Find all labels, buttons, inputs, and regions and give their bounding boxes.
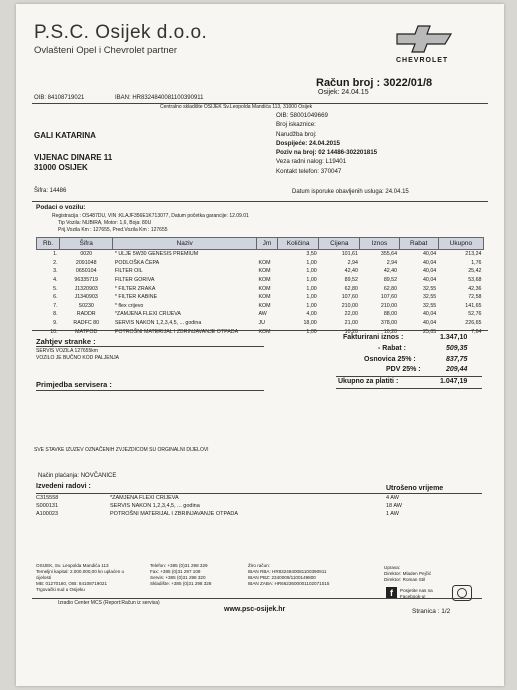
vehicle-title: Podaci o vozilu:: [36, 204, 86, 211]
work-code: S000131: [36, 503, 59, 509]
cell-rb: 4.: [53, 277, 58, 284]
cell-naziv: FILTER GORIVA: [114, 277, 155, 284]
cell-cijena: 210,00: [341, 302, 358, 309]
cell-iznos: 2,94: [386, 259, 398, 266]
cell-cijena: 107,60: [341, 294, 358, 301]
invoice-title: Račun broj : 3022/01/8: [316, 77, 433, 89]
cell-sifra: 2091048: [75, 259, 97, 266]
work-time: 4 AW: [386, 495, 399, 501]
cell-kolicina: 1,00: [306, 302, 317, 309]
requests-line-2: VOZILO JE BUČNO KOD PALJENJA: [36, 355, 119, 361]
cell-iznos: 62,80: [383, 285, 398, 292]
cell-sifra: RADDR: [76, 311, 96, 318]
footer-bank: [248, 563, 329, 587]
footer-bank-line: Žiro račun:: [248, 563, 270, 568]
cell-kolicina: 18,00: [303, 320, 317, 327]
cell-kolicina: 1,00: [306, 294, 317, 301]
work-description: SERVIS NAKON 1,2,3,4,5, ... godina: [110, 503, 200, 509]
table-bottom-divider: [32, 330, 488, 331]
company-partner-line: Ovlašteni Opel i Chevrolet partner: [34, 45, 178, 56]
cell-naziv: * ULJE 5W30 GENESIS PREMIUM: [114, 251, 199, 258]
technician-notes-title: Primjedba servisera :: [36, 380, 112, 389]
cell-sifra: MATPOD: [75, 328, 98, 335]
cell-iznos: 89,52: [383, 277, 398, 284]
cell-rb: 6.: [53, 294, 58, 301]
base-value: 837,75: [446, 356, 468, 363]
table-row: [37, 250, 484, 259]
footer-phone-line: Skladište: +385 (0)31 298 328: [150, 581, 212, 586]
cell-naziv: POTROŠNI MATERIJAL I ZBRINJAVANJE OTPADA: [114, 328, 239, 335]
info-dospijece: Dospijeće: 24.04.2015: [276, 139, 340, 147]
cell-rabat: 32,55: [422, 302, 437, 309]
work-time: 18 AW: [386, 503, 402, 509]
company-name: P.S.C. Osijek d.o.o.: [34, 22, 208, 43]
facebook-icon: f: [386, 587, 397, 598]
cell-cijena: 42,40: [344, 268, 358, 275]
cell-cijena: 2,94: [347, 259, 358, 266]
cell-kolicina: 1,00: [306, 277, 317, 284]
table-row: [37, 319, 484, 328]
cell-ukupno: 52,76: [468, 311, 482, 318]
cell-iznos: 355,64: [380, 251, 398, 258]
work-code: A100023: [36, 511, 59, 517]
logo-text: CHEVROLET: [396, 57, 449, 64]
work-description: *ZAMJENA FLEXI CRIJEVA: [110, 495, 179, 501]
works-divider: [36, 493, 482, 494]
cell-jm: KOM: [258, 294, 271, 301]
table-row: [37, 276, 484, 285]
cell-naziv: SERVIS NAKON 1,2,3,4,5, ... godina: [114, 320, 202, 327]
footer-address-line: Trgovački sud u Osijeku: [36, 587, 85, 592]
vehicle-divider: [32, 201, 488, 202]
footer-address-line: cijelosti: [36, 575, 52, 580]
total-invoiced-label: Fakturirani iznos :: [343, 334, 404, 341]
col-naziv: Naziv: [113, 238, 257, 250]
cell-cijena: 62,80: [344, 285, 358, 292]
delivery-date: Datum isporuke obavljenih usluga: 24.04.15: [292, 189, 409, 195]
cell-rb: 2.: [53, 259, 58, 266]
company-iban: IBAN: HR8324840081100390911: [115, 95, 204, 101]
requests-underline: [36, 346, 264, 347]
cell-cijena: 89,52: [344, 277, 358, 284]
cell-iznos: 88,00: [383, 311, 398, 318]
footer-management: [384, 565, 431, 583]
cell-iznos: 107,60: [380, 294, 398, 301]
cell-kolicina: 3,50: [306, 251, 317, 258]
cell-rb: 8.: [53, 311, 58, 318]
cell-rabat: 25,05: [422, 328, 437, 335]
col-jm: Jm: [256, 238, 277, 250]
cell-ukupno: 53,68: [468, 277, 482, 284]
cell-jm: JU: [258, 320, 265, 327]
col-kolicina: Količina: [278, 238, 319, 250]
payment-method: Način plaćanja: NOVČANICE: [38, 473, 117, 479]
cell-ukupno: 42,36: [468, 285, 482, 292]
col-ukupno: Ukupno: [438, 238, 483, 250]
info-oib: OIB: 58001049669: [276, 112, 328, 119]
footer-address: [36, 563, 124, 593]
requests-title: Zahtjev stranke :: [36, 337, 96, 346]
footer-bank-line: IBAN PBZ: 2340009/1100149800: [248, 575, 316, 580]
cell-jm: KOM: [258, 328, 271, 335]
cell-rabat: 32,55: [422, 285, 437, 292]
info-broj-iskaznice: Broj iskaznice:: [276, 121, 316, 129]
cell-naziv: * FILTER KABINE: [114, 294, 158, 301]
requests-line-1: SERVIS VOZILA 127655km: [36, 348, 98, 354]
cell-ukupno: 1,76: [471, 259, 482, 266]
invoice-date: Osijek: 24.04.15: [318, 89, 369, 96]
cell-kolicina: 1,00: [306, 268, 317, 275]
warehouse-line: Centralno skladište OSIJEK Sv.Leopolda Mandića 113, 31000 Osijek: [160, 104, 313, 110]
cell-rabat: 40,04: [422, 277, 437, 284]
cell-sifra: S0230: [78, 302, 94, 309]
cell-iznos: 210,00: [380, 302, 398, 309]
facebook-text: Posjetite nas na Facebook-u!: [400, 588, 433, 599]
works-time-title: Utrošeno vrijeme: [386, 485, 444, 492]
cell-naziv: FILTER OIL: [114, 268, 143, 275]
totals-divider: [336, 376, 482, 377]
company-oib: OIB: 84108719021: [34, 95, 85, 101]
cell-iznos: 42,40: [383, 268, 398, 275]
cell-kolicina: 1,00: [306, 328, 317, 335]
cell-kolicina: 1,00: [306, 285, 317, 292]
cell-jm: [256, 250, 277, 259]
cell-rb: 5.: [53, 285, 58, 292]
total-due-underline: [336, 388, 482, 389]
footer-management-line: Direktor: Mladen Pejčić: [384, 571, 432, 576]
cell-jm: KOM: [258, 268, 271, 275]
total-due-label: Ukupno za platiti :: [338, 378, 399, 385]
cell-ukupno: 141,65: [465, 302, 482, 309]
footer-bank-line: IBAN ZABA: HR6623600001102071015: [248, 581, 330, 586]
vat-label: PDV 25% :: [386, 366, 421, 373]
footer-address-line: MB: 01270160, OIB: 84108719021: [36, 581, 108, 586]
info-poziv: Poziv na broj: 02 14486-302201815: [276, 149, 378, 157]
cell-naziv: *ZAMJENA FLEXI CRIJEVA: [114, 311, 181, 318]
cell-kolicina: 1,00: [306, 259, 317, 266]
col-rabat: Rabat: [399, 238, 438, 250]
cell-cijena: 21,00: [344, 320, 358, 327]
cell-cijena: 22,00: [344, 311, 358, 318]
footer-divider: [32, 598, 482, 599]
discount-label: - Rabat :: [378, 345, 406, 352]
table-row: [37, 302, 484, 311]
cell-jm: KOM: [258, 277, 271, 284]
cell-naziv: PODLOŠKA ČEPA: [114, 259, 160, 266]
works-title: Izvedeni radovi :: [36, 483, 91, 490]
base-label: Osnovica 25% :: [364, 356, 416, 363]
vat-value: 209,44: [446, 366, 468, 373]
cell-jm: KOM: [258, 285, 271, 292]
discount-value: 509,35: [446, 345, 468, 352]
work-description: POTROŠNI MATERIJAL I ZBRINJAVANJE OTPADA: [110, 511, 239, 517]
table-row: [37, 293, 484, 302]
cell-jm: KOM: [258, 259, 271, 266]
cell-cijena: 10,20: [344, 328, 358, 335]
info-narudzba: Narudžba broj:: [276, 130, 317, 138]
customer-city: 31000 OSIJEK: [34, 163, 88, 172]
cell-sifra: 0020: [80, 251, 93, 258]
cell-sifra: RADFC 80: [73, 320, 100, 327]
cell-rabat: 40,04: [422, 311, 437, 318]
cell-rb: 7.: [53, 302, 58, 309]
cell-ukupno: 25,42: [468, 268, 482, 275]
footer-management-line: Direktor: Roman Stil: [384, 577, 426, 582]
footer-phone-line: Servis: +385 (0)31 298 320: [150, 575, 206, 580]
info-veza: Veza radni nalog: L19401: [276, 158, 347, 166]
cell-rabat: 40,04: [422, 320, 437, 327]
items-body: [37, 250, 484, 336]
cell-rabat: 32,55: [422, 294, 437, 301]
technician-notes-underline: [36, 390, 264, 391]
customer-name: GALI KATARINA: [34, 131, 96, 140]
cell-iznos: 10,20: [383, 328, 398, 335]
cell-rabat: 40,04: [422, 268, 437, 275]
chevrolet-logo-icon: [395, 22, 453, 56]
cell-rabat: 40,04: [422, 259, 437, 266]
total-due-value: 1.047,19: [440, 378, 468, 385]
cell-ukupno: 213,24: [465, 251, 482, 258]
items-header-row: [37, 238, 484, 250]
footer-management-line: Uprava:: [384, 565, 401, 570]
vehicle-line-3: Prij.Vozila Km : 127655, Pred.Vozila Km : 127655: [58, 227, 168, 233]
col-cijena: Cijena: [319, 238, 360, 250]
footer-phone-line: Fax: +385 (0)31 297 109: [150, 569, 201, 574]
table-row: [37, 327, 484, 336]
table-row: [37, 284, 484, 293]
cell-rabat: 40,04: [422, 251, 437, 258]
vehicle-line-1: Registracija : OS487DU, VIN :KLAJF356E1K713077, Datum početka garancije: 12.09.01: [52, 213, 249, 219]
customer-street: VIJENAC DINARE 11: [34, 153, 113, 162]
cell-naziv: * FILTER ZRAKA: [114, 285, 156, 292]
cell-jm: KOM: [258, 302, 271, 309]
cell-cijena: 101,61: [341, 251, 358, 258]
cell-sifra: J1320903: [74, 285, 98, 292]
cell-jm: AW: [258, 311, 267, 318]
work-time: 1 AW: [386, 511, 399, 517]
cell-rb: 3.: [53, 268, 58, 275]
table-row: [37, 259, 484, 268]
work-code: C315558: [36, 495, 59, 501]
original-parts-note: SVE STAVKE IZUZEV OZNAČENIH ZVJEZDICOM SU ORGINALNI DIJELOVI: [34, 447, 209, 453]
cell-iznos: 378,00: [380, 320, 398, 327]
footer-phone-line: Telefon: +385 (0)31 298 329: [150, 563, 208, 568]
customer-sifra: Šifra: 14486: [34, 188, 67, 194]
cell-sifra: J1340903: [74, 294, 98, 301]
cell-ukupno: 7,64: [471, 328, 482, 335]
col-iznos: Iznos: [360, 238, 399, 250]
report-source: Izradio Center MCS (Report:Račun iz servisa): [58, 600, 160, 606]
table-row: [37, 310, 484, 319]
col-sifra: Šifra: [60, 238, 113, 250]
invoice-info-block: [276, 111, 377, 176]
vehicle-line-2: Tip Vozila: NUBIRA, Motor: 1,6, Boja: 80U: [58, 220, 152, 226]
table-row: [37, 267, 484, 276]
footer-phones: [150, 563, 211, 587]
footer-bank-line: IBAN RBA: HR8324840081100390911: [248, 569, 327, 574]
page-number: Stranica : 1/2: [412, 608, 451, 615]
footer-address-line: OSIJEK, Sv. Leopolda Mandića 113: [36, 563, 109, 568]
cell-ukupno: 72,58: [468, 294, 482, 301]
footer-address-line: Temeljni kapital: 2.000.000,00 kn uplaćen u: [36, 569, 125, 574]
cell-kolicina: 4,00: [306, 311, 317, 318]
cell-naziv: * flex crijevo: [114, 302, 144, 309]
cell-sifra: 96335719: [74, 277, 98, 284]
cell-rb: 10.: [50, 328, 58, 335]
website-link[interactable]: www.psc-osijek.hr: [224, 606, 286, 613]
cell-ukupno: 226,65: [465, 320, 482, 327]
cell-rb: 9.: [53, 320, 58, 327]
cell-rb: 1.: [53, 251, 58, 258]
info-kontakt: Kontakt telefon: 370047: [276, 167, 342, 175]
col-rb: Rb.: [37, 238, 60, 250]
total-invoiced-value: 1.347,10: [440, 334, 468, 341]
items-table: [36, 237, 484, 336]
cell-sifra: 0650104: [75, 268, 97, 275]
